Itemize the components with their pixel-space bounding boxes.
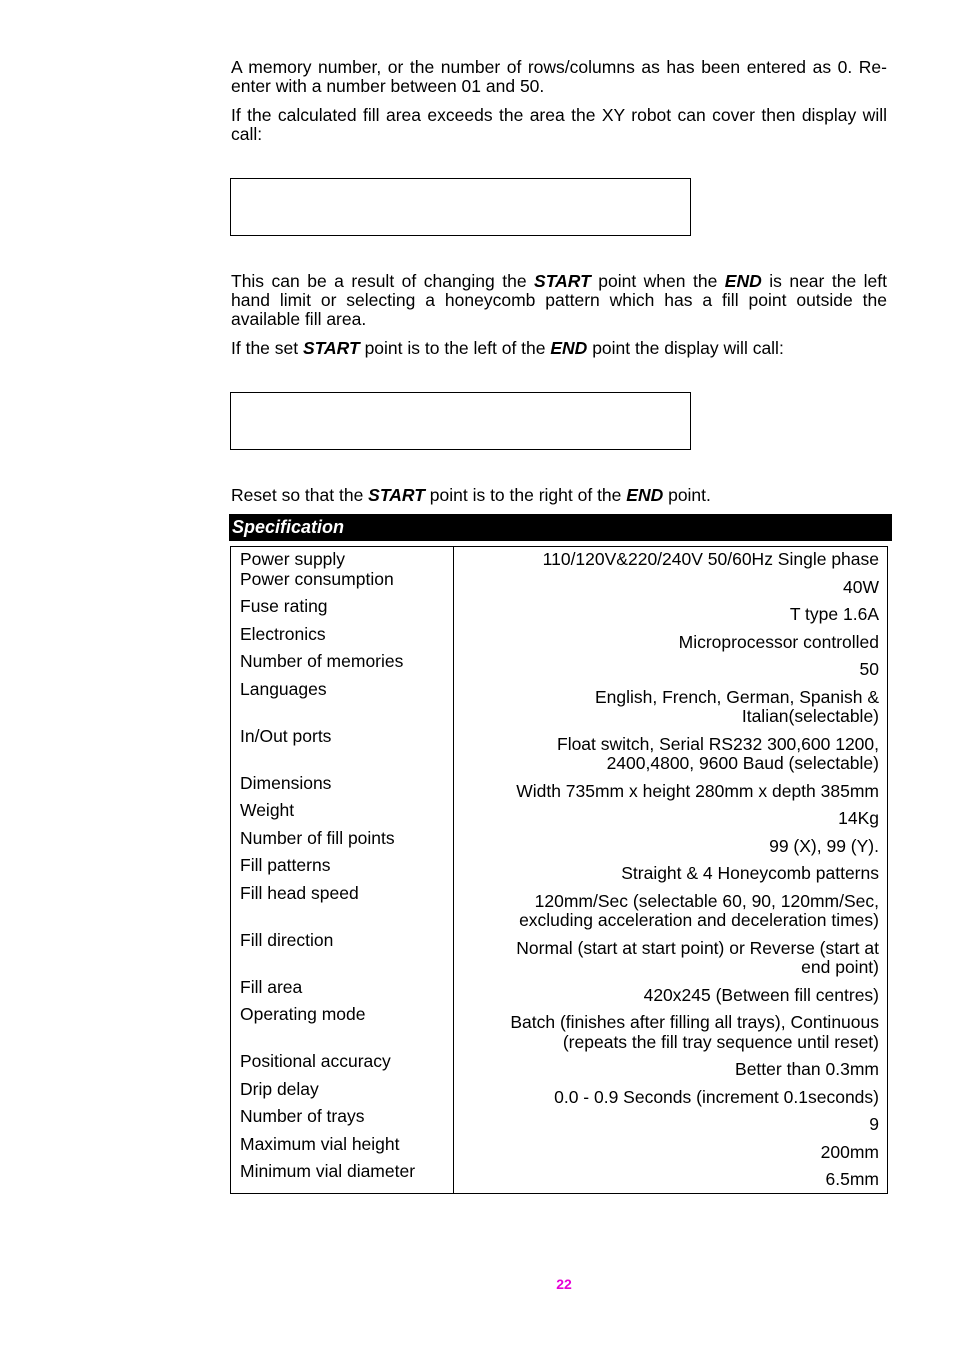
lcd-display-invalid-start-finish bbox=[230, 392, 691, 450]
spec-key: Positional accuracy bbox=[231, 1044, 454, 1080]
spec-key: Number of fill points bbox=[231, 821, 454, 857]
spec-value: 120mm/Sec (selectable 60, 90, 120mm/Sec, excluding acceleration and deceleration times) bbox=[519, 890, 879, 930]
specification-table bbox=[230, 546, 888, 1194]
spec-value: English, French, German, Spanish & Italian(selectable) bbox=[594, 686, 879, 726]
spec-key: In/Out ports bbox=[231, 719, 454, 774]
spec-value: Microprocessor controlled bbox=[678, 631, 879, 652]
spec-value: 50 bbox=[859, 659, 879, 679]
spec-key: Electronics bbox=[231, 617, 454, 653]
spec-value: Width 735mm x height 280mm x depth 385mm bbox=[516, 780, 879, 801]
spec-value: 40W bbox=[843, 576, 879, 597]
spec-value: 200mm bbox=[820, 1141, 879, 1162]
spec-value: 420x245 (Between fill centres) bbox=[643, 984, 879, 1005]
intro-paragraph-2: If the calculated fill area exceeds the area the XY robot can cover then display will call: bbox=[231, 105, 887, 144]
reset-paragraph: Reset so that the START point is to the right of the END point. bbox=[231, 485, 711, 505]
spec-key: Operating mode bbox=[231, 997, 454, 1052]
spec-key: Maximum vial height bbox=[231, 1127, 454, 1163]
spec-key: Weight bbox=[231, 793, 454, 829]
spec-key: Power supply bbox=[231, 547, 454, 570]
spec-key: Fill head speed bbox=[231, 876, 454, 931]
spec-key: Fill direction bbox=[231, 923, 454, 978]
start-left-paragraph: If the set START point is to the left of the END point the display will call: bbox=[231, 338, 784, 358]
spec-value: 14Kg bbox=[838, 808, 879, 828]
page-number: 22 bbox=[556, 1276, 572, 1292]
explanation-paragraph: This can be a result of changing the START point when the END is near the left hand limit or selecting a honeycomb pattern which has a fill point outside the available fill area. bbox=[231, 271, 887, 329]
spec-value: 6.5mm bbox=[825, 1169, 879, 1189]
spec-key: Power consumption bbox=[231, 562, 454, 598]
spec-value: 99 (X), 99 (Y). bbox=[769, 835, 879, 856]
spec-value: Batch (finishes after filling all trays), Continuous (repeats the fill tray sequence until reset) bbox=[510, 1012, 879, 1052]
specification-heading: Specification bbox=[229, 514, 892, 541]
spec-key: Minimum vial diameter bbox=[231, 1154, 454, 1193]
spec-value: Straight & 4 Honeycomb patterns bbox=[621, 863, 879, 883]
spec-value: 110/120V&220/240V 50/60Hz Single phase bbox=[542, 549, 879, 569]
spec-value: Normal (start at start point) or Reverse (start at end point) bbox=[516, 937, 879, 977]
spec-value: T type 1.6A bbox=[789, 604, 879, 624]
spec-key: Dimensions bbox=[231, 766, 454, 802]
lcd-line-1 bbox=[236, 449, 690, 450]
spec-key: Number of trays bbox=[231, 1099, 454, 1135]
spec-value: Float switch, Serial RS232 300,600 1200, 2400,4800, 9600 Baud (selectable) bbox=[557, 733, 879, 773]
spec-key: Fuse rating bbox=[231, 589, 454, 625]
table-row bbox=[231, 1162, 887, 1190]
spec-key: Fill patterns bbox=[231, 848, 454, 884]
spec-key: Fill area bbox=[231, 970, 454, 1006]
spec-value: Better than 0.3mm bbox=[735, 1059, 879, 1079]
lcd-line-1 bbox=[236, 235, 690, 236]
spec-key: Drip delay bbox=[231, 1072, 454, 1108]
spec-key: Number of memories bbox=[231, 644, 454, 680]
spec-value: 9 bbox=[869, 1114, 879, 1134]
lcd-display-invalid-start-end bbox=[230, 178, 691, 236]
spec-value: 0.0 - 0.9 Seconds (increment 0.1seconds) bbox=[554, 1086, 879, 1107]
intro-paragraph-1: A memory number, or the number of rows/columns as has been entered as 0. Re-enter with a number between 01 and 50. bbox=[231, 57, 887, 96]
spec-key: Languages bbox=[231, 672, 454, 727]
